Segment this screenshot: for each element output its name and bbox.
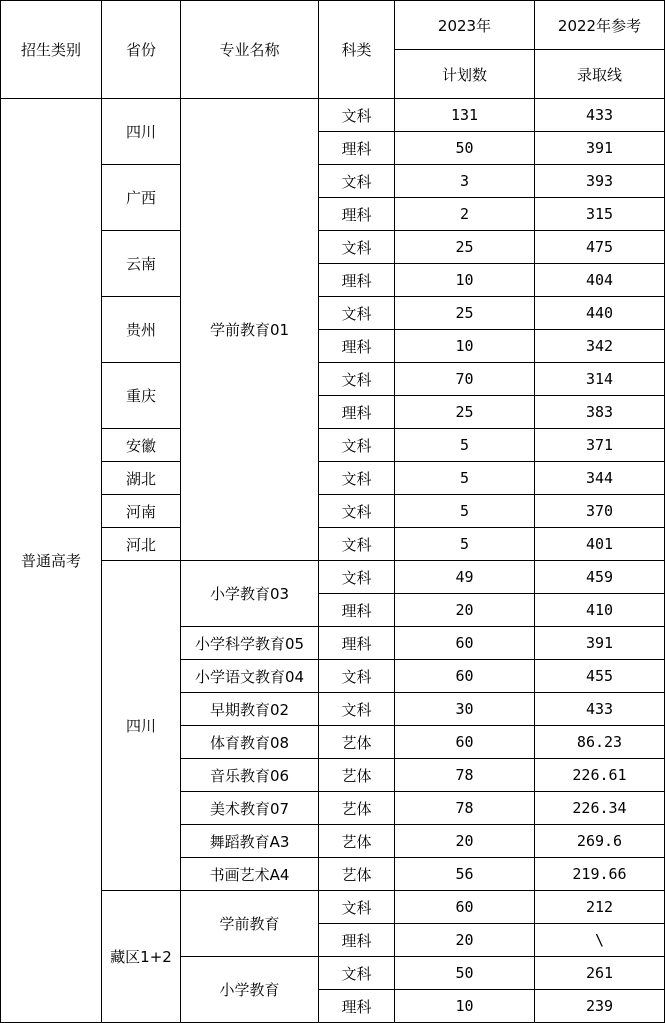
plan-cell: 10	[395, 990, 535, 1023]
subject-cell: 文科	[319, 693, 395, 726]
score-cell: 212	[535, 891, 665, 924]
province-cell: 河南	[102, 495, 181, 528]
major-cell: 学前教育01	[181, 99, 319, 561]
plan-cell: 5	[395, 429, 535, 462]
score-cell: 219.66	[535, 858, 665, 891]
subject-cell: 艺体	[319, 825, 395, 858]
plan-cell: 56	[395, 858, 535, 891]
plan-cell: 25	[395, 297, 535, 330]
subject-cell: 文科	[319, 561, 395, 594]
subject-cell: 文科	[319, 462, 395, 495]
header-major: 专业名称	[181, 1, 319, 99]
province-cell: 四川	[102, 561, 181, 891]
major-cell: 书画艺术A4	[181, 858, 319, 891]
subject-cell: 文科	[319, 231, 395, 264]
score-cell: 86.23	[535, 726, 665, 759]
score-cell: 371	[535, 429, 665, 462]
plan-cell: 10	[395, 264, 535, 297]
header-province: 省份	[102, 1, 181, 99]
score-cell: 410	[535, 594, 665, 627]
score-cell: 433	[535, 99, 665, 132]
province-cell: 河北	[102, 528, 181, 561]
score-cell: 344	[535, 462, 665, 495]
plan-cell: 78	[395, 759, 535, 792]
subject-cell: 理科	[319, 990, 395, 1023]
score-cell: \	[535, 924, 665, 957]
score-cell: 383	[535, 396, 665, 429]
subject-cell: 理科	[319, 330, 395, 363]
major-cell: 学前教育	[181, 891, 319, 957]
subject-cell: 文科	[319, 891, 395, 924]
subject-cell: 文科	[319, 165, 395, 198]
header-category: 招生类别	[1, 1, 102, 99]
score-cell: 404	[535, 264, 665, 297]
plan-cell: 50	[395, 132, 535, 165]
score-cell: 226.61	[535, 759, 665, 792]
subject-cell: 艺体	[319, 858, 395, 891]
score-cell: 391	[535, 627, 665, 660]
plan-cell: 25	[395, 396, 535, 429]
plan-cell: 78	[395, 792, 535, 825]
header-subject: 科类	[319, 1, 395, 99]
subject-cell: 理科	[319, 924, 395, 957]
major-cell: 小学教育	[181, 957, 319, 1023]
province-cell: 四川	[102, 99, 181, 165]
subject-cell: 理科	[319, 396, 395, 429]
score-cell: 370	[535, 495, 665, 528]
province-cell: 重庆	[102, 363, 181, 429]
plan-cell: 10	[395, 330, 535, 363]
score-cell: 269.6	[535, 825, 665, 858]
subject-cell: 理科	[319, 264, 395, 297]
plan-cell: 20	[395, 825, 535, 858]
plan-cell: 131	[395, 99, 535, 132]
plan-cell: 60	[395, 660, 535, 693]
score-cell: 455	[535, 660, 665, 693]
major-cell: 体育教育08	[181, 726, 319, 759]
subject-cell: 理科	[319, 198, 395, 231]
subject-cell: 文科	[319, 528, 395, 561]
score-cell: 475	[535, 231, 665, 264]
plan-cell: 49	[395, 561, 535, 594]
plan-cell: 2	[395, 198, 535, 231]
plan-cell: 20	[395, 924, 535, 957]
province-cell: 藏区1+2	[102, 891, 181, 1023]
plan-cell: 50	[395, 957, 535, 990]
plan-cell: 60	[395, 726, 535, 759]
subject-cell: 理科	[319, 594, 395, 627]
score-cell: 440	[535, 297, 665, 330]
major-cell: 舞蹈教育A3	[181, 825, 319, 858]
major-cell: 音乐教育06	[181, 759, 319, 792]
subject-cell: 文科	[319, 495, 395, 528]
score-cell: 391	[535, 132, 665, 165]
province-cell: 云南	[102, 231, 181, 297]
score-cell: 314	[535, 363, 665, 396]
plan-cell: 25	[395, 231, 535, 264]
plan-cell: 60	[395, 627, 535, 660]
province-cell: 安徽	[102, 429, 181, 462]
header-year-2022: 2022年参考	[535, 1, 665, 50]
header-plan: 计划数	[395, 50, 535, 99]
subject-cell: 艺体	[319, 759, 395, 792]
major-cell: 小学教育03	[181, 561, 319, 627]
major-cell: 小学语文教育04	[181, 660, 319, 693]
subject-cell: 文科	[319, 363, 395, 396]
score-cell: 342	[535, 330, 665, 363]
province-cell: 湖北	[102, 462, 181, 495]
plan-cell: 70	[395, 363, 535, 396]
subject-cell: 文科	[319, 660, 395, 693]
subject-cell: 艺体	[319, 726, 395, 759]
province-cell: 广西	[102, 165, 181, 231]
plan-cell: 5	[395, 462, 535, 495]
score-cell: 239	[535, 990, 665, 1023]
subject-cell: 艺体	[319, 792, 395, 825]
subject-cell: 文科	[319, 297, 395, 330]
plan-cell: 30	[395, 693, 535, 726]
score-cell: 226.34	[535, 792, 665, 825]
subject-cell: 文科	[319, 429, 395, 462]
plan-cell: 20	[395, 594, 535, 627]
province-cell: 贵州	[102, 297, 181, 363]
plan-cell: 60	[395, 891, 535, 924]
header-score: 录取线	[535, 50, 665, 99]
score-cell: 261	[535, 957, 665, 990]
score-cell: 433	[535, 693, 665, 726]
plan-cell: 5	[395, 495, 535, 528]
subject-cell: 理科	[319, 627, 395, 660]
score-cell: 315	[535, 198, 665, 231]
subject-cell: 文科	[319, 957, 395, 990]
major-cell: 小学科学教育05	[181, 627, 319, 660]
major-cell: 早期教育02	[181, 693, 319, 726]
score-cell: 393	[535, 165, 665, 198]
header-year-2023: 2023年	[395, 1, 535, 50]
subject-cell: 文科	[319, 99, 395, 132]
plan-cell: 3	[395, 165, 535, 198]
category-cell: 普通高考	[1, 99, 102, 1023]
subject-cell: 理科	[319, 132, 395, 165]
score-cell: 459	[535, 561, 665, 594]
major-cell: 美术教育07	[181, 792, 319, 825]
score-cell: 401	[535, 528, 665, 561]
plan-cell: 5	[395, 528, 535, 561]
